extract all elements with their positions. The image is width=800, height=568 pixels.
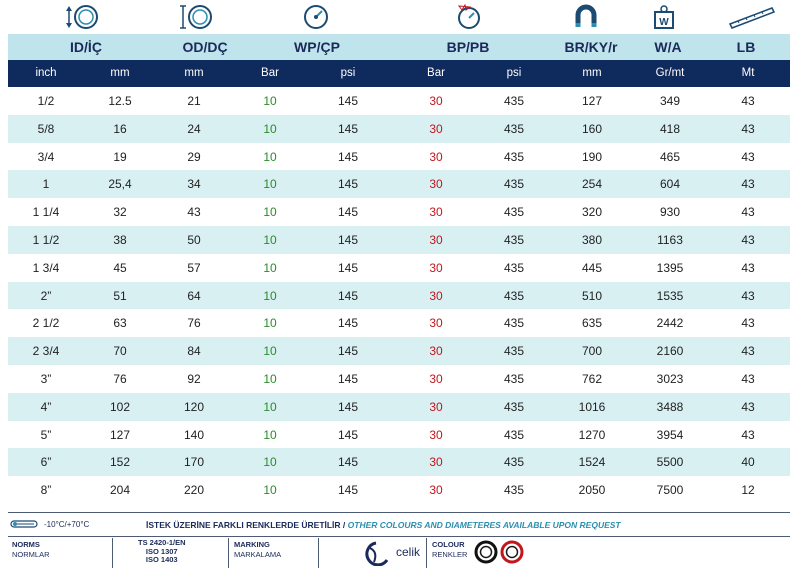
table-cell: 435 bbox=[503, 371, 525, 386]
colour-sub: RENKLER bbox=[432, 550, 468, 559]
table-cell: 435 bbox=[503, 121, 525, 136]
table-row bbox=[8, 337, 790, 365]
table-row bbox=[8, 309, 790, 337]
table-cell: 24 bbox=[187, 121, 201, 136]
table-cell: 635 bbox=[581, 316, 603, 331]
table-cell: 30 bbox=[429, 371, 443, 386]
unit-cell: mm bbox=[582, 67, 602, 79]
temperature-icon bbox=[10, 518, 42, 530]
table-cell: 5/8 bbox=[37, 121, 55, 136]
norms-list bbox=[138, 539, 186, 565]
table-cell: 30 bbox=[429, 344, 443, 359]
table-cell: 10 bbox=[263, 288, 277, 303]
table-cell: 145 bbox=[337, 344, 359, 359]
table-cell: 8” bbox=[40, 483, 52, 498]
table-cell: 1535 bbox=[656, 288, 684, 303]
table-cell: 445 bbox=[581, 260, 603, 275]
unit-cell: Bar bbox=[427, 67, 445, 79]
table-cell: 2 3/4 bbox=[32, 344, 60, 359]
footer-top-rule bbox=[8, 512, 790, 513]
table-cell: 10 bbox=[263, 205, 277, 220]
table-cell: 145 bbox=[337, 399, 359, 414]
bend-radius-magnet-icon bbox=[573, 4, 599, 30]
table-cell: 435 bbox=[503, 232, 525, 247]
table-cell: 435 bbox=[503, 316, 525, 331]
table-cell: 435 bbox=[503, 399, 525, 414]
table-cell: 510 bbox=[581, 288, 603, 303]
table-cell: 145 bbox=[337, 232, 359, 247]
table-cell: 43 bbox=[741, 232, 755, 247]
table-row bbox=[8, 170, 790, 198]
table-cell: 1 3/4 bbox=[32, 260, 60, 275]
table-cell: 1016 bbox=[578, 399, 606, 414]
table-cell: 32 bbox=[113, 205, 127, 220]
table-cell: 220 bbox=[183, 483, 205, 498]
table-cell: 5” bbox=[40, 427, 52, 442]
table-cell: 76 bbox=[187, 316, 201, 331]
svg-text:W: W bbox=[659, 17, 669, 28]
norms-label: NORMS bbox=[12, 540, 40, 549]
table-cell: 16 bbox=[113, 121, 127, 136]
table-cell: 43 bbox=[741, 371, 755, 386]
table-cell: 145 bbox=[337, 455, 359, 470]
table-cell: 70 bbox=[113, 344, 127, 359]
table-cell: 2 1/2 bbox=[32, 316, 60, 331]
table-cell: 127 bbox=[581, 94, 603, 108]
table-cell: 10 bbox=[263, 177, 277, 192]
table-cell: 145 bbox=[337, 427, 359, 442]
table-cell: 63 bbox=[113, 316, 127, 331]
table-cell: 2442 bbox=[656, 316, 684, 331]
table-row bbox=[8, 421, 790, 449]
norm-item: TS 2420-1/EN bbox=[138, 538, 186, 547]
table-cell: 30 bbox=[429, 483, 443, 498]
table-cell: 10 bbox=[263, 149, 277, 164]
table-cell: 30 bbox=[429, 94, 443, 108]
table-cell: 145 bbox=[337, 288, 359, 303]
table-cell: 2160 bbox=[656, 344, 684, 359]
table-cell: 145 bbox=[337, 483, 359, 498]
table-cell: 604 bbox=[659, 177, 681, 192]
table-cell: 4” bbox=[40, 399, 52, 414]
temperature-range: -10°C/+70°C bbox=[44, 520, 90, 529]
unit-cell: psi bbox=[340, 67, 356, 79]
table-cell: 30 bbox=[429, 455, 443, 470]
table-cell: 5500 bbox=[656, 455, 684, 470]
table-row bbox=[8, 282, 790, 310]
table-cell: 30 bbox=[429, 316, 443, 331]
footer-divider bbox=[112, 538, 113, 568]
table-cell: 435 bbox=[503, 177, 525, 192]
footer-divider bbox=[318, 538, 319, 568]
table-cell: 145 bbox=[337, 205, 359, 220]
unit-cell: Mt bbox=[741, 67, 755, 79]
table-cell: 57 bbox=[187, 260, 201, 275]
table-cell: 10 bbox=[263, 316, 277, 331]
table-cell: 43 bbox=[741, 260, 755, 275]
table-cell: 43 bbox=[741, 205, 755, 220]
table-cell: 43 bbox=[741, 94, 755, 108]
table-cell: 762 bbox=[581, 371, 603, 386]
table-cell: 92 bbox=[187, 371, 201, 386]
table-row bbox=[8, 448, 790, 476]
colour-swatch-inner bbox=[481, 547, 492, 558]
celik-logo-icon bbox=[356, 540, 396, 566]
unit-cell: psi bbox=[506, 67, 522, 79]
table-cell: 435 bbox=[503, 344, 525, 359]
table-cell: 43 bbox=[741, 149, 755, 164]
table-cell: 3488 bbox=[656, 399, 684, 414]
table-cell: 1163 bbox=[657, 232, 683, 247]
table-cell: 30 bbox=[429, 232, 443, 247]
table-cell: 145 bbox=[337, 177, 359, 192]
table-cell: 25,4 bbox=[108, 177, 132, 192]
table-cell: 204 bbox=[109, 483, 131, 498]
colour-notice-tr: İSTEK ÜZERİNE FARKLI RENKLERDE ÜRETİLİR / bbox=[146, 520, 348, 530]
unit-cell: Gr/mt bbox=[655, 67, 685, 79]
unit-cell: mm bbox=[110, 67, 130, 79]
table-cell: 127 bbox=[109, 427, 131, 442]
footer-divider bbox=[426, 538, 427, 568]
norm-item: ISO 1307 bbox=[145, 546, 178, 556]
table-row bbox=[8, 87, 790, 115]
table-cell: 30 bbox=[429, 177, 443, 192]
table-cell: 43 bbox=[741, 427, 755, 442]
header-wp: WP/ÇP bbox=[294, 39, 340, 55]
table-cell: 6” bbox=[40, 455, 52, 470]
header-wa: W/A bbox=[654, 39, 682, 55]
column-header-bar bbox=[8, 34, 790, 60]
table-cell: 140 bbox=[183, 427, 205, 442]
table-cell: 3” bbox=[40, 371, 52, 386]
table-cell: 40 bbox=[741, 455, 755, 470]
table-cell: 30 bbox=[429, 121, 443, 136]
table-cell: 10 bbox=[263, 371, 277, 386]
table-cell: 435 bbox=[503, 483, 525, 498]
marking-sub: MARKALAMA bbox=[234, 550, 282, 559]
table-cell: 320 bbox=[581, 205, 603, 220]
table-cell: 10 bbox=[263, 232, 277, 247]
colour-swatch bbox=[476, 542, 496, 562]
header-id: ID/İÇ bbox=[70, 39, 102, 55]
table-cell: 30 bbox=[429, 260, 443, 275]
table-cell: 43 bbox=[741, 121, 755, 136]
table-cell: 145 bbox=[337, 260, 359, 275]
table-cell: 170 bbox=[183, 455, 205, 470]
table-cell: 30 bbox=[429, 427, 443, 442]
table-row bbox=[8, 226, 790, 254]
table-cell: 465 bbox=[659, 149, 681, 164]
table-cell: 12.5 bbox=[108, 94, 132, 108]
table-cell: 3023 bbox=[656, 371, 684, 386]
table-cell: 10 bbox=[263, 455, 277, 470]
table-cell: 51 bbox=[113, 288, 127, 303]
table-row bbox=[8, 143, 790, 171]
table-cell: 21 bbox=[187, 94, 201, 108]
unit-cell: mm bbox=[184, 67, 204, 79]
table-row bbox=[8, 198, 790, 226]
norms-sub: NORMLAR bbox=[12, 550, 50, 559]
table-cell: 76 bbox=[113, 371, 127, 386]
table-cell: 102 bbox=[109, 399, 131, 414]
table-cell: 7500 bbox=[656, 483, 684, 498]
burst-pressure-icon bbox=[456, 4, 482, 30]
table-cell: 43 bbox=[741, 399, 755, 414]
spec-table bbox=[8, 87, 790, 504]
table-cell: 10 bbox=[263, 483, 277, 498]
length-ruler-icon bbox=[728, 4, 776, 30]
colour-swatch-inner bbox=[507, 547, 518, 558]
table-cell: 12 bbox=[741, 483, 755, 498]
table-row bbox=[8, 393, 790, 421]
table-cell: 160 bbox=[581, 121, 603, 136]
table-cell: 145 bbox=[337, 316, 359, 331]
table-cell: 1270 bbox=[578, 427, 606, 442]
table-cell: 435 bbox=[503, 205, 525, 220]
colour-notice bbox=[146, 520, 621, 530]
table-cell: 10 bbox=[263, 121, 277, 136]
weight-icon bbox=[653, 4, 675, 30]
table-cell: 43 bbox=[187, 205, 201, 220]
header-od: OD/DÇ bbox=[182, 39, 228, 55]
table-cell: 45 bbox=[113, 260, 127, 275]
table-cell: 43 bbox=[741, 177, 755, 192]
table-cell: 10 bbox=[263, 94, 277, 108]
colour-swatch bbox=[502, 542, 522, 562]
header-lb: LB bbox=[736, 39, 756, 55]
table-cell: 435 bbox=[503, 455, 525, 470]
table-cell: 145 bbox=[337, 149, 359, 164]
table-cell: 190 bbox=[581, 149, 603, 164]
table-cell: 10 bbox=[263, 399, 277, 414]
colour-label: COLOUR bbox=[432, 540, 465, 549]
table-cell: 38 bbox=[113, 232, 127, 247]
table-cell: 50 bbox=[187, 232, 201, 247]
table-cell: 120 bbox=[183, 399, 205, 414]
table-cell: 145 bbox=[337, 371, 359, 386]
table-row bbox=[8, 254, 790, 282]
table-row bbox=[8, 476, 790, 504]
table-cell: 435 bbox=[503, 427, 525, 442]
table-cell: 34 bbox=[187, 177, 201, 192]
table-cell: 43 bbox=[741, 316, 755, 331]
table-cell: 64 bbox=[187, 288, 201, 303]
marking-label: MARKING bbox=[234, 540, 270, 549]
inner-diameter-icon bbox=[64, 4, 100, 30]
table-cell: 930 bbox=[659, 205, 681, 220]
outer-diameter-icon bbox=[178, 4, 214, 30]
footer bbox=[8, 512, 790, 568]
table-cell: 1/2 bbox=[37, 94, 55, 108]
table-cell: 30 bbox=[429, 399, 443, 414]
table-cell: 435 bbox=[503, 149, 525, 164]
table-cell: 2050 bbox=[578, 483, 606, 498]
table-row bbox=[8, 365, 790, 393]
table-cell: 10 bbox=[263, 427, 277, 442]
table-cell: 349 bbox=[659, 94, 681, 108]
table-cell: 30 bbox=[429, 205, 443, 220]
table-cell: 700 bbox=[581, 344, 603, 359]
table-cell: 1395 bbox=[656, 260, 684, 275]
table-cell: 1 1/4 bbox=[32, 205, 60, 220]
colour-swatches bbox=[474, 539, 534, 565]
table-cell: 84 bbox=[187, 344, 201, 359]
unit-cell: inch bbox=[35, 67, 57, 79]
table-cell: 152 bbox=[109, 455, 131, 470]
table-cell: 3/4 bbox=[37, 149, 55, 164]
footer-divider bbox=[228, 538, 229, 568]
table-cell: 43 bbox=[741, 344, 755, 359]
unit-cell: Bar bbox=[261, 67, 279, 79]
table-row bbox=[8, 115, 790, 143]
table-cell: 10 bbox=[263, 260, 277, 275]
colour-notice-en: OTHER COLOURS AND DIAMETERES AVAILABLE UPON REQUEST bbox=[347, 520, 621, 530]
table-cell: 145 bbox=[337, 121, 359, 136]
table-cell: 435 bbox=[503, 260, 525, 275]
table-cell: 1524 bbox=[578, 455, 606, 470]
table-cell: 30 bbox=[429, 288, 443, 303]
table-cell: 10 bbox=[263, 344, 277, 359]
table-cell: 435 bbox=[503, 94, 525, 108]
table-cell: 1 bbox=[42, 177, 50, 192]
table-cell: 254 bbox=[581, 177, 603, 192]
footer-mid-rule bbox=[8, 536, 790, 537]
unit-header-bar bbox=[8, 60, 790, 87]
table-cell: 43 bbox=[741, 288, 755, 303]
table-cell: 30 bbox=[429, 149, 443, 164]
header-bp: BP/PB bbox=[446, 39, 490, 55]
table-cell: 380 bbox=[581, 232, 603, 247]
brand-name: celik bbox=[396, 545, 421, 559]
table-cell: 418 bbox=[659, 121, 681, 136]
header-br: BR/KY/r bbox=[564, 39, 618, 55]
table-cell: 19 bbox=[113, 149, 127, 164]
icon-row bbox=[0, 0, 800, 34]
table-cell: 1 1/2 bbox=[32, 232, 60, 247]
pressure-gauge-icon bbox=[303, 4, 329, 30]
table-cell: 2” bbox=[40, 288, 52, 303]
table-cell: 3954 bbox=[656, 427, 684, 442]
table-cell: 29 bbox=[187, 149, 201, 164]
norm-item: ISO 1403 bbox=[145, 555, 178, 564]
table-cell: 435 bbox=[503, 288, 525, 303]
table-cell: 145 bbox=[337, 94, 359, 108]
